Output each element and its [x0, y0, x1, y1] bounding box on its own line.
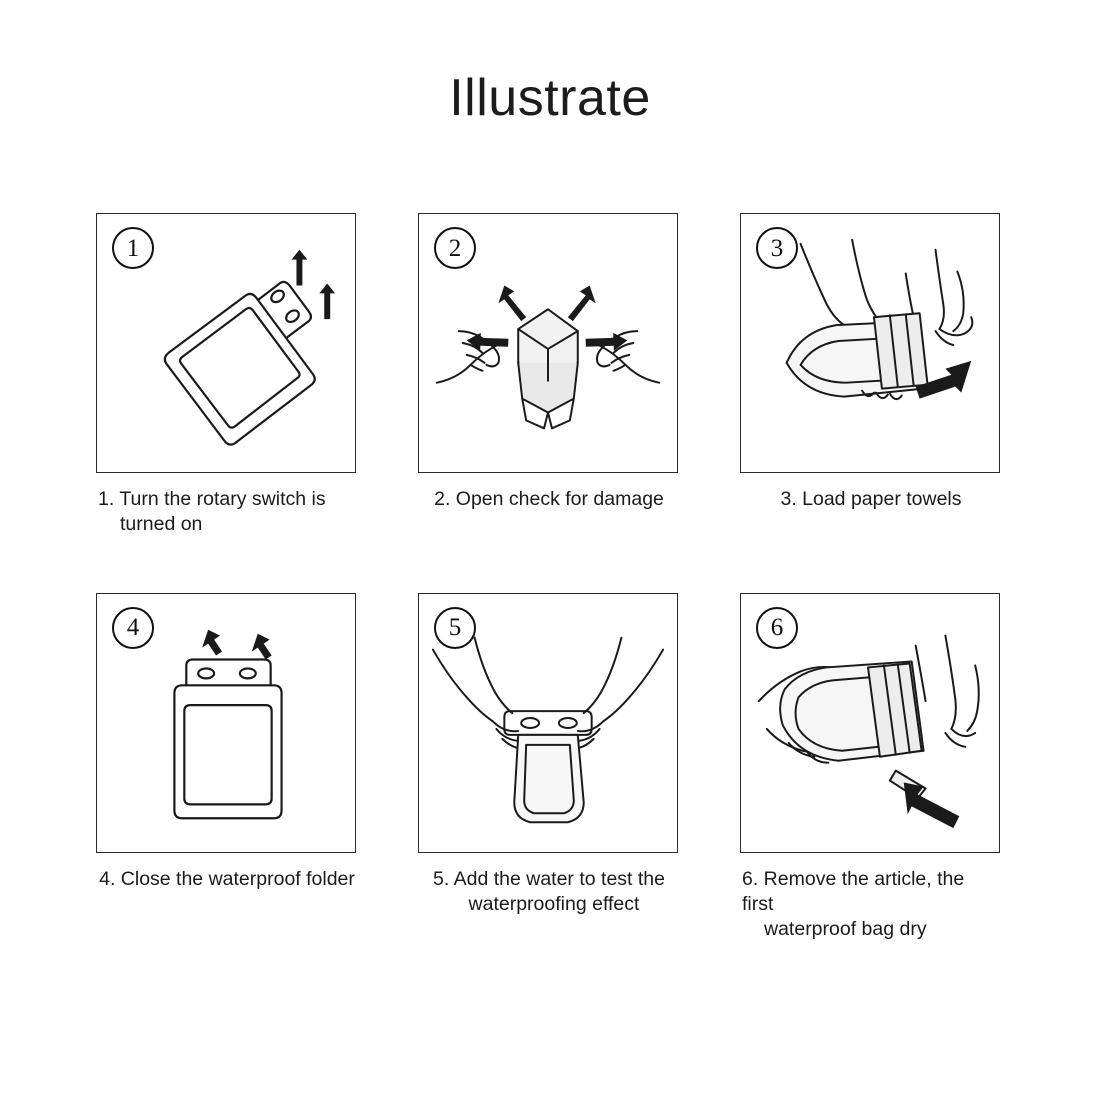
step-panel-1 [96, 213, 356, 473]
step-caption-line2: waterproofing effect [468, 893, 640, 916]
step-item [740, 593, 1002, 943]
step-item [418, 213, 680, 538]
circled-number-five-icon: 5 [434, 607, 476, 649]
step-panel-4 [96, 593, 356, 853]
circled-number-two-icon: 2 [434, 227, 476, 269]
step-item [96, 213, 358, 538]
step-caption-5 [418, 867, 680, 918]
step-item [740, 213, 1002, 538]
step-panel-5 [418, 593, 678, 853]
step-caption-3 [740, 487, 1002, 512]
step-caption-line1: 1. Turn the rotary switch is [98, 488, 326, 510]
circled-number-one-icon: 1 [112, 227, 154, 269]
step-caption-6 [740, 867, 1002, 943]
step-caption-2 [418, 487, 680, 512]
step-caption-line2: waterproof bag dry [764, 918, 927, 941]
step-panel-6 [740, 593, 1000, 853]
circled-number-six-icon: 6 [756, 607, 798, 649]
step-caption-line1: 2. Open check for damage [434, 488, 664, 510]
page-title: Illustrate [449, 69, 651, 127]
step-caption-line1: 3. Load paper towels [780, 488, 962, 510]
step-caption-1 [96, 487, 358, 538]
circled-number-three-icon: 3 [756, 227, 798, 269]
step-item [418, 593, 680, 943]
steps-grid [96, 213, 1032, 943]
step-panel-2 [418, 213, 678, 473]
step-panel-3 [740, 213, 1000, 473]
step-caption-4 [96, 867, 358, 892]
step-caption-line2: turned on [120, 513, 203, 536]
step-item [96, 593, 358, 943]
step-caption-line1: 4. Close the waterproof folder [99, 867, 355, 890]
step-caption-line1: 6. Remove the article, the first [742, 867, 965, 916]
circled-number-four-icon: 4 [112, 607, 154, 649]
step-caption-line1: 5. Add the water to test the [433, 867, 665, 890]
